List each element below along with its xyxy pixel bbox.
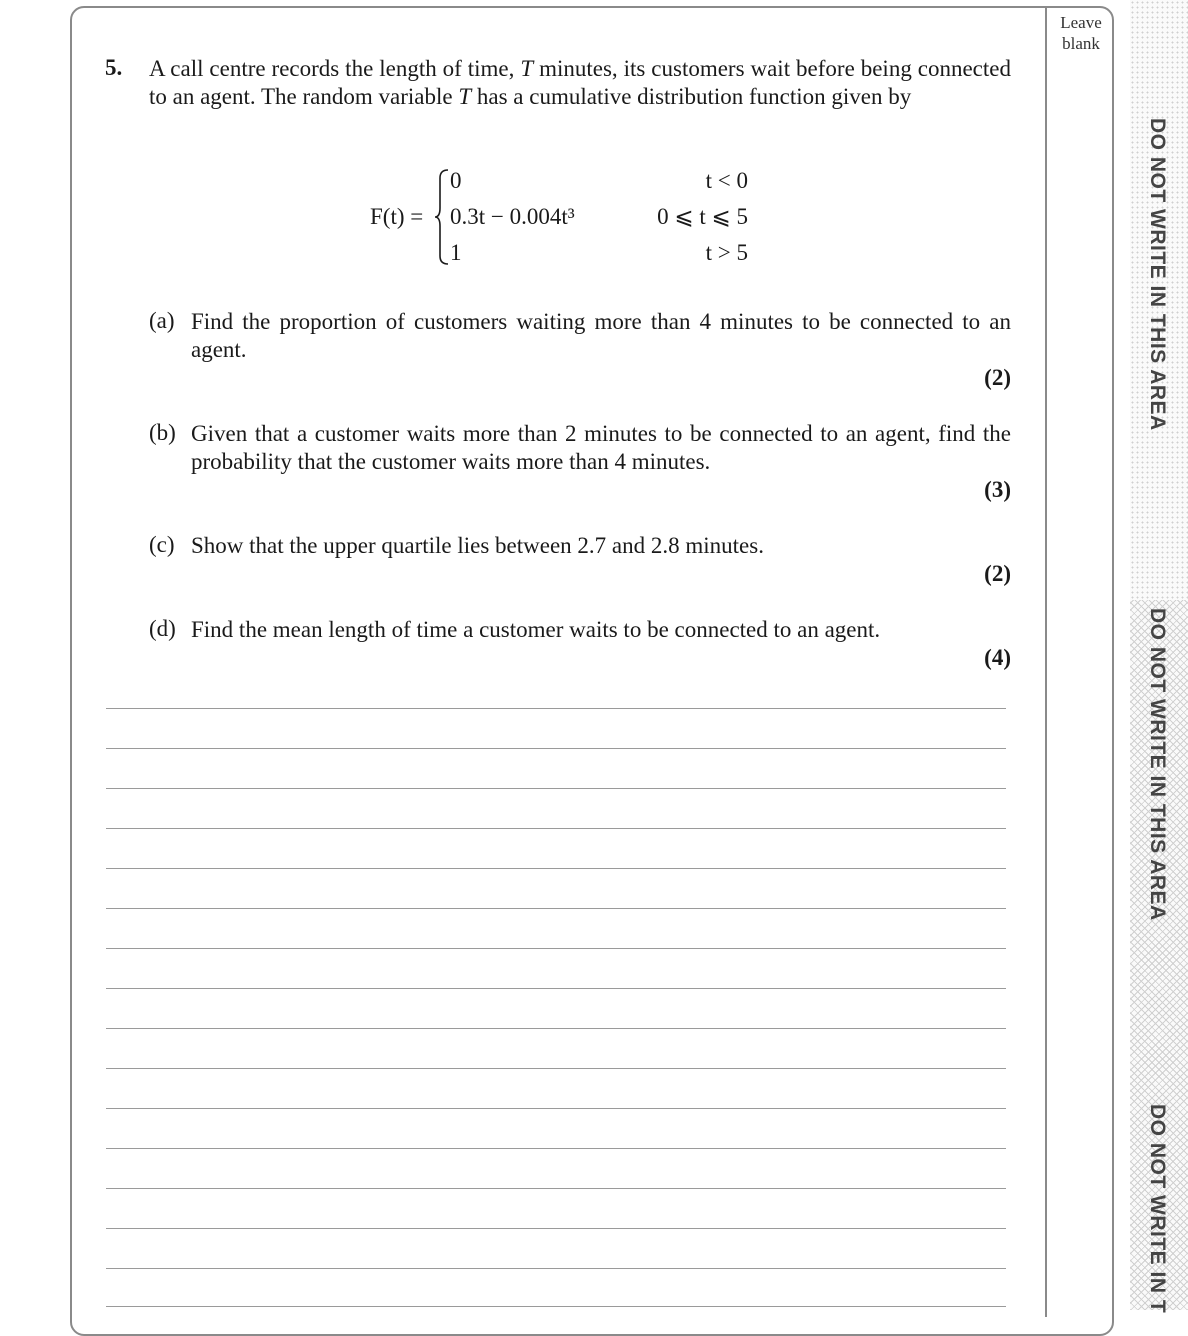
cdf-case-1-expr: 0 xyxy=(450,168,462,193)
answer-line[interactable] xyxy=(106,1028,1006,1029)
part-b-marks: (3) xyxy=(984,477,1011,502)
answer-line[interactable] xyxy=(106,1268,1006,1269)
question-intro: A call centre records the length of time, T minutes, its customers wait before being connected to an agent. The random variable T has a cumulative distribution function given by xyxy=(149,56,1011,109)
question-frame xyxy=(70,6,1114,1336)
answer-line[interactable] xyxy=(106,908,1006,909)
answer-line[interactable] xyxy=(106,1148,1006,1149)
answer-line[interactable] xyxy=(106,1306,1006,1307)
answer-line[interactable] xyxy=(106,1228,1006,1229)
part-c-text: Show that the upper quartile lies between 2.7 and 2.8 minutes. xyxy=(191,533,764,558)
answer-line[interactable] xyxy=(106,708,1006,709)
answer-line[interactable] xyxy=(106,1108,1006,1109)
answer-line[interactable] xyxy=(106,748,1006,749)
question-number: 5. xyxy=(105,55,123,80)
part-c-marks: (2) xyxy=(984,561,1011,586)
part-d-marks: (4) xyxy=(984,645,1011,670)
answer-line[interactable] xyxy=(106,1188,1006,1189)
part-a-text: Find the proportion of customers waiting more than 4 minutes to be connected to an agent. xyxy=(191,309,1011,362)
answer-line[interactable] xyxy=(106,948,1006,949)
answer-line[interactable] xyxy=(106,988,1006,989)
part-b-label: (b) xyxy=(149,420,176,445)
cdf-case-2-expr: 0.3t − 0.004t³ xyxy=(450,204,575,229)
cdf-case-2-cond: 0 ⩽ t ⩽ 5 xyxy=(657,204,748,229)
answer-line[interactable] xyxy=(106,828,1006,829)
cdf-case-3-cond: t > 5 xyxy=(705,240,748,265)
do-not-write-notice-3: DO NOT WRITE IN T xyxy=(1146,1104,1169,1314)
do-not-write-notice-2: DO NOT WRITE IN THIS AREA xyxy=(1146,608,1169,921)
answer-line[interactable] xyxy=(106,868,1006,869)
cdf-lhs: F(t) = xyxy=(370,204,424,229)
leave-blank-divider xyxy=(1045,7,1047,1317)
leave-blank-label: Leave blank xyxy=(1060,13,1102,53)
answer-line[interactable] xyxy=(106,1068,1006,1069)
answer-line[interactable] xyxy=(106,788,1006,789)
cdf-case-1-cond: t < 0 xyxy=(705,168,748,193)
part-b-text: Given that a customer waits more than 2 minutes to be connected to an agent, find the probability that the customer waits more than 4 minutes. xyxy=(191,421,1011,474)
part-d-text: Find the mean length of time a customer waits to be connected to an agent. xyxy=(191,617,881,642)
part-a-marks: (2) xyxy=(984,365,1011,390)
cdf-brace xyxy=(434,168,450,266)
cdf-case-3-expr: 1 xyxy=(450,240,462,265)
do-not-write-notice-1: DO NOT WRITE IN THIS AREA xyxy=(1146,118,1169,431)
part-d-label: (d) xyxy=(149,616,176,641)
part-c-label: (c) xyxy=(149,532,175,557)
part-a-label: (a) xyxy=(149,308,175,333)
